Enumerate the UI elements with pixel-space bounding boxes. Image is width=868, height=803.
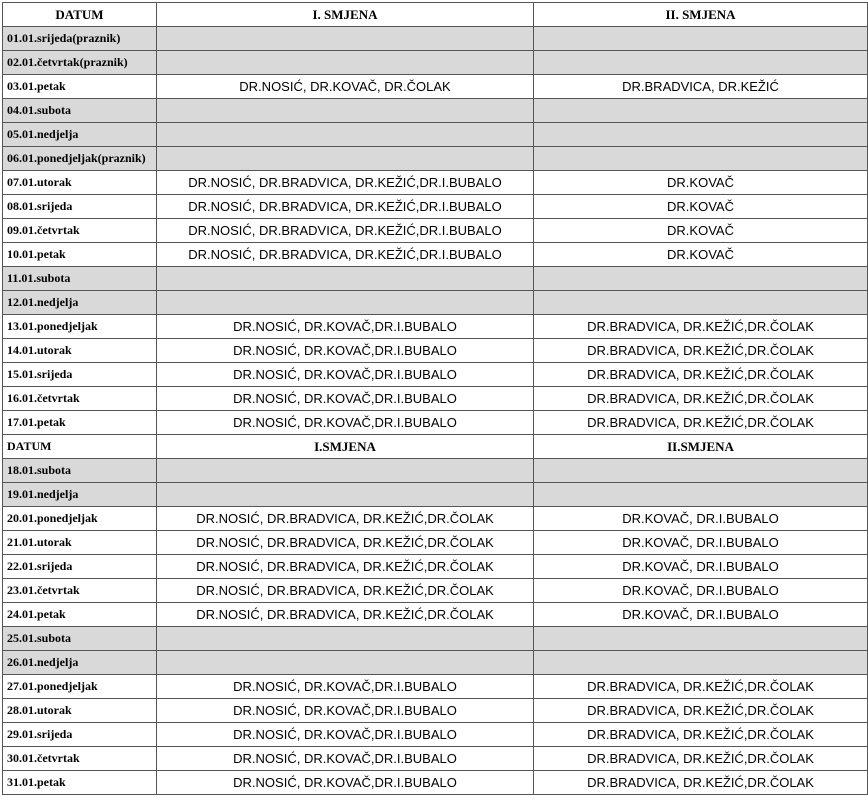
date-cell: 15.01.srijeda xyxy=(3,363,157,387)
table-row xyxy=(3,675,868,699)
table-row xyxy=(3,579,868,603)
header-date: DATUM xyxy=(3,3,157,27)
shift2-cell: DR.BRADVICA, DR.KEŽIĆ,DR.ČOLAK xyxy=(534,699,868,723)
date-cell: 03.01.petak xyxy=(3,75,157,99)
date-cell: 09.01.četvrtak xyxy=(3,219,157,243)
shift2-cell: DR.KOVAČ, DR.I.BUBALO xyxy=(534,555,868,579)
shift1-cell: DR.NOSIĆ, DR.BRADVICA, DR.KEŽIĆ,DR.ČOLAK xyxy=(157,555,534,579)
shift1-cell: DR.NOSIĆ, DR.KOVAČ,DR.I.BUBALO xyxy=(157,747,534,771)
table-row xyxy=(3,267,868,291)
shift2-cell: DR.BRADVICA, DR.KEŽIĆ,DR.ČOLAK xyxy=(534,747,868,771)
shift2-cell xyxy=(534,483,868,507)
table-row xyxy=(3,147,868,171)
table-row xyxy=(3,747,868,771)
date-cell: 29.01.srijeda xyxy=(3,723,157,747)
date-cell: 19.01.nedjelja xyxy=(3,483,157,507)
shift2-cell: DR.BRADVICA, DR.KEŽIĆ,DR.ČOLAK xyxy=(534,723,868,747)
shift1-cell: DR.NOSIĆ, DR.BRADVICA, DR.KEŽIĆ,DR.I.BUBALO xyxy=(157,219,534,243)
shift2-cell: DR.KOVAČ, DR.I.BUBALO xyxy=(534,507,868,531)
table-row xyxy=(3,291,868,315)
shift1-cell: DR.NOSIĆ, DR.KOVAČ,DR.I.BUBALO xyxy=(157,411,534,435)
shift1-cell: DR.NOSIĆ, DR.BRADVICA, DR.KEŽIĆ,DR.ČOLAK xyxy=(157,579,534,603)
table-row xyxy=(3,411,868,435)
table-row xyxy=(3,363,868,387)
date-cell: 06.01.ponedjeljak(praznik) xyxy=(3,147,157,171)
shift2-cell: DR.BRADVICA, DR.KEŽIĆ,DR.ČOLAK xyxy=(534,411,868,435)
date-cell: 25.01.subota xyxy=(3,627,157,651)
shift1-cell xyxy=(157,123,534,147)
shift2-cell xyxy=(534,651,868,675)
shift1-cell xyxy=(157,483,534,507)
shift2-cell: DR.BRADVICA, DR.KEŽIĆ,DR.ČOLAK xyxy=(534,675,868,699)
date-cell: 21.01.utorak xyxy=(3,531,157,555)
shift2-cell: DR.KOVAČ xyxy=(534,243,868,267)
shift1-cell xyxy=(157,627,534,651)
date-cell: 07.01.utorak xyxy=(3,171,157,195)
date-cell: 27.01.ponedjeljak xyxy=(3,675,157,699)
table-row xyxy=(3,723,868,747)
date-cell: 28.01.utorak xyxy=(3,699,157,723)
shift2-cell: DR.BRADVICA, DR.KEŽIĆ,DR.ČOLAK xyxy=(534,387,868,411)
shift2-cell xyxy=(534,267,868,291)
shift1-cell xyxy=(157,459,534,483)
shift2-cell xyxy=(534,99,868,123)
shift1-cell: DR.NOSIĆ, DR.KOVAČ,DR.I.BUBALO xyxy=(157,675,534,699)
shift1-cell: DR.NOSIĆ, DR.BRADVICA, DR.KEŽIĆ,DR.I.BUBALO xyxy=(157,195,534,219)
shift1-cell: DR.NOSIĆ, DR.BRADVICA, DR.KEŽIĆ,DR.ČOLAK xyxy=(157,507,534,531)
shift2-cell: DR.KOVAČ, DR.I.BUBALO xyxy=(534,531,868,555)
shift2-cell xyxy=(534,27,868,51)
table-row xyxy=(3,771,868,795)
shift2-cell: DR.KOVAČ xyxy=(534,219,868,243)
date-cell: 30.01.četvrtak xyxy=(3,747,157,771)
shift1-cell xyxy=(157,99,534,123)
date-cell: 18.01.subota xyxy=(3,459,157,483)
header-shift2: II. SMJENA xyxy=(534,3,868,27)
shift2-cell xyxy=(534,51,868,75)
date-cell: 22.01.srijeda xyxy=(3,555,157,579)
table-row xyxy=(3,459,868,483)
shift1-cell: DR.NOSIĆ, DR.KOVAČ,DR.I.BUBALO xyxy=(157,315,534,339)
table-row xyxy=(3,123,868,147)
header2-shift1: I.SMJENA xyxy=(157,435,534,459)
date-cell: 11.01.subota xyxy=(3,267,157,291)
table-row xyxy=(3,171,868,195)
shift1-cell: DR.NOSIĆ, DR.BRADVICA, DR.KEŽIĆ,DR.ČOLAK xyxy=(157,603,534,627)
shift1-cell: DR.NOSIĆ, DR.BRADVICA, DR.KEŽIĆ,DR.ČOLAK xyxy=(157,531,534,555)
shift1-cell xyxy=(157,27,534,51)
shift1-cell xyxy=(157,267,534,291)
table-row xyxy=(3,387,868,411)
table-row xyxy=(3,651,868,675)
date-cell: 02.01.četvrtak(praznik) xyxy=(3,51,157,75)
shift1-cell: DR.NOSIĆ, DR.KOVAČ,DR.I.BUBALO xyxy=(157,723,534,747)
header2-date: DATUM xyxy=(3,435,157,459)
table-row xyxy=(3,603,868,627)
shift2-cell: DR.BRADVICA, DR.KEŽIĆ,DR.ČOLAK xyxy=(534,315,868,339)
date-cell: 13.01.ponedjeljak xyxy=(3,315,157,339)
table-row xyxy=(3,99,868,123)
shift2-cell xyxy=(534,459,868,483)
table-row xyxy=(3,219,868,243)
date-cell: 05.01.nedjelja xyxy=(3,123,157,147)
date-cell: 17.01.petak xyxy=(3,411,157,435)
table-row xyxy=(3,699,868,723)
shift2-cell: DR.KOVAČ, DR.I.BUBALO xyxy=(534,603,868,627)
date-cell: 10.01.petak xyxy=(3,243,157,267)
shift1-cell xyxy=(157,147,534,171)
shift1-cell: DR.NOSIĆ, DR.KOVAČ,DR.I.BUBALO xyxy=(157,387,534,411)
shift2-cell: DR.KOVAČ, DR.I.BUBALO xyxy=(534,579,868,603)
table-row xyxy=(3,627,868,651)
table-row xyxy=(3,243,868,267)
shift1-cell: DR.NOSIĆ, DR.KOVAČ,DR.I.BUBALO xyxy=(157,771,534,795)
shift2-cell xyxy=(534,291,868,315)
table-row xyxy=(3,195,868,219)
table-row xyxy=(3,51,868,75)
shift1-cell: DR.NOSIĆ, DR.BRADVICA, DR.KEŽIĆ,DR.I.BUBALO xyxy=(157,171,534,195)
table-row xyxy=(3,531,868,555)
date-cell: 12.01.nedjelja xyxy=(3,291,157,315)
date-cell: 04.01.subota xyxy=(3,99,157,123)
date-cell: 31.01.petak xyxy=(3,771,157,795)
date-cell: 08.01.srijeda xyxy=(3,195,157,219)
shift1-cell: DR.NOSIĆ, DR.BRADVICA, DR.KEŽIĆ,DR.I.BUBALO xyxy=(157,243,534,267)
shift2-cell: DR.BRADVICA, DR.KEŽIĆ,DR.ČOLAK xyxy=(534,339,868,363)
date-cell: 24.01.petak xyxy=(3,603,157,627)
shift1-cell xyxy=(157,291,534,315)
header2-shift2: II.SMJENA xyxy=(534,435,868,459)
header-row-repeat xyxy=(3,435,868,459)
table-row xyxy=(3,27,868,51)
table-row xyxy=(3,315,868,339)
date-cell: 14.01.utorak xyxy=(3,339,157,363)
shift2-cell xyxy=(534,123,868,147)
table-row xyxy=(3,339,868,363)
date-cell: 26.01.nedjelja xyxy=(3,651,157,675)
table-row xyxy=(3,507,868,531)
shift1-cell: DR.NOSIĆ, DR.KOVAČ,DR.I.BUBALO xyxy=(157,363,534,387)
shift2-cell: DR.BRADVICA, DR.KEŽIĆ xyxy=(534,75,868,99)
schedule-body xyxy=(3,3,868,795)
shift1-cell: DR.NOSIĆ, DR.KOVAČ,DR.I.BUBALO xyxy=(157,339,534,363)
shift2-cell xyxy=(534,627,868,651)
table-row xyxy=(3,555,868,579)
shift2-cell: DR.KOVAČ xyxy=(534,195,868,219)
shift1-cell: DR.NOSIĆ, DR.KOVAČ, DR.ČOLAK xyxy=(157,75,534,99)
date-cell: 01.01.srijeda(praznik) xyxy=(3,27,157,51)
table-row xyxy=(3,75,868,99)
date-cell: 20.01.ponedjeljak xyxy=(3,507,157,531)
shift-schedule-table xyxy=(2,2,868,795)
shift1-cell xyxy=(157,51,534,75)
header-shift1: I. SMJENA xyxy=(157,3,534,27)
shift2-cell: DR.KOVAČ xyxy=(534,171,868,195)
shift2-cell xyxy=(534,147,868,171)
shift1-cell xyxy=(157,651,534,675)
date-cell: 23.01.četvrtak xyxy=(3,579,157,603)
header-row xyxy=(3,3,868,27)
table-row xyxy=(3,483,868,507)
date-cell: 16.01.četvrtak xyxy=(3,387,157,411)
shift2-cell: DR.BRADVICA, DR.KEŽIĆ,DR.ČOLAK xyxy=(534,363,868,387)
shift1-cell: DR.NOSIĆ, DR.KOVAČ,DR.I.BUBALO xyxy=(157,699,534,723)
shift2-cell: DR.BRADVICA, DR.KEŽIĆ,DR.ČOLAK xyxy=(534,771,868,795)
